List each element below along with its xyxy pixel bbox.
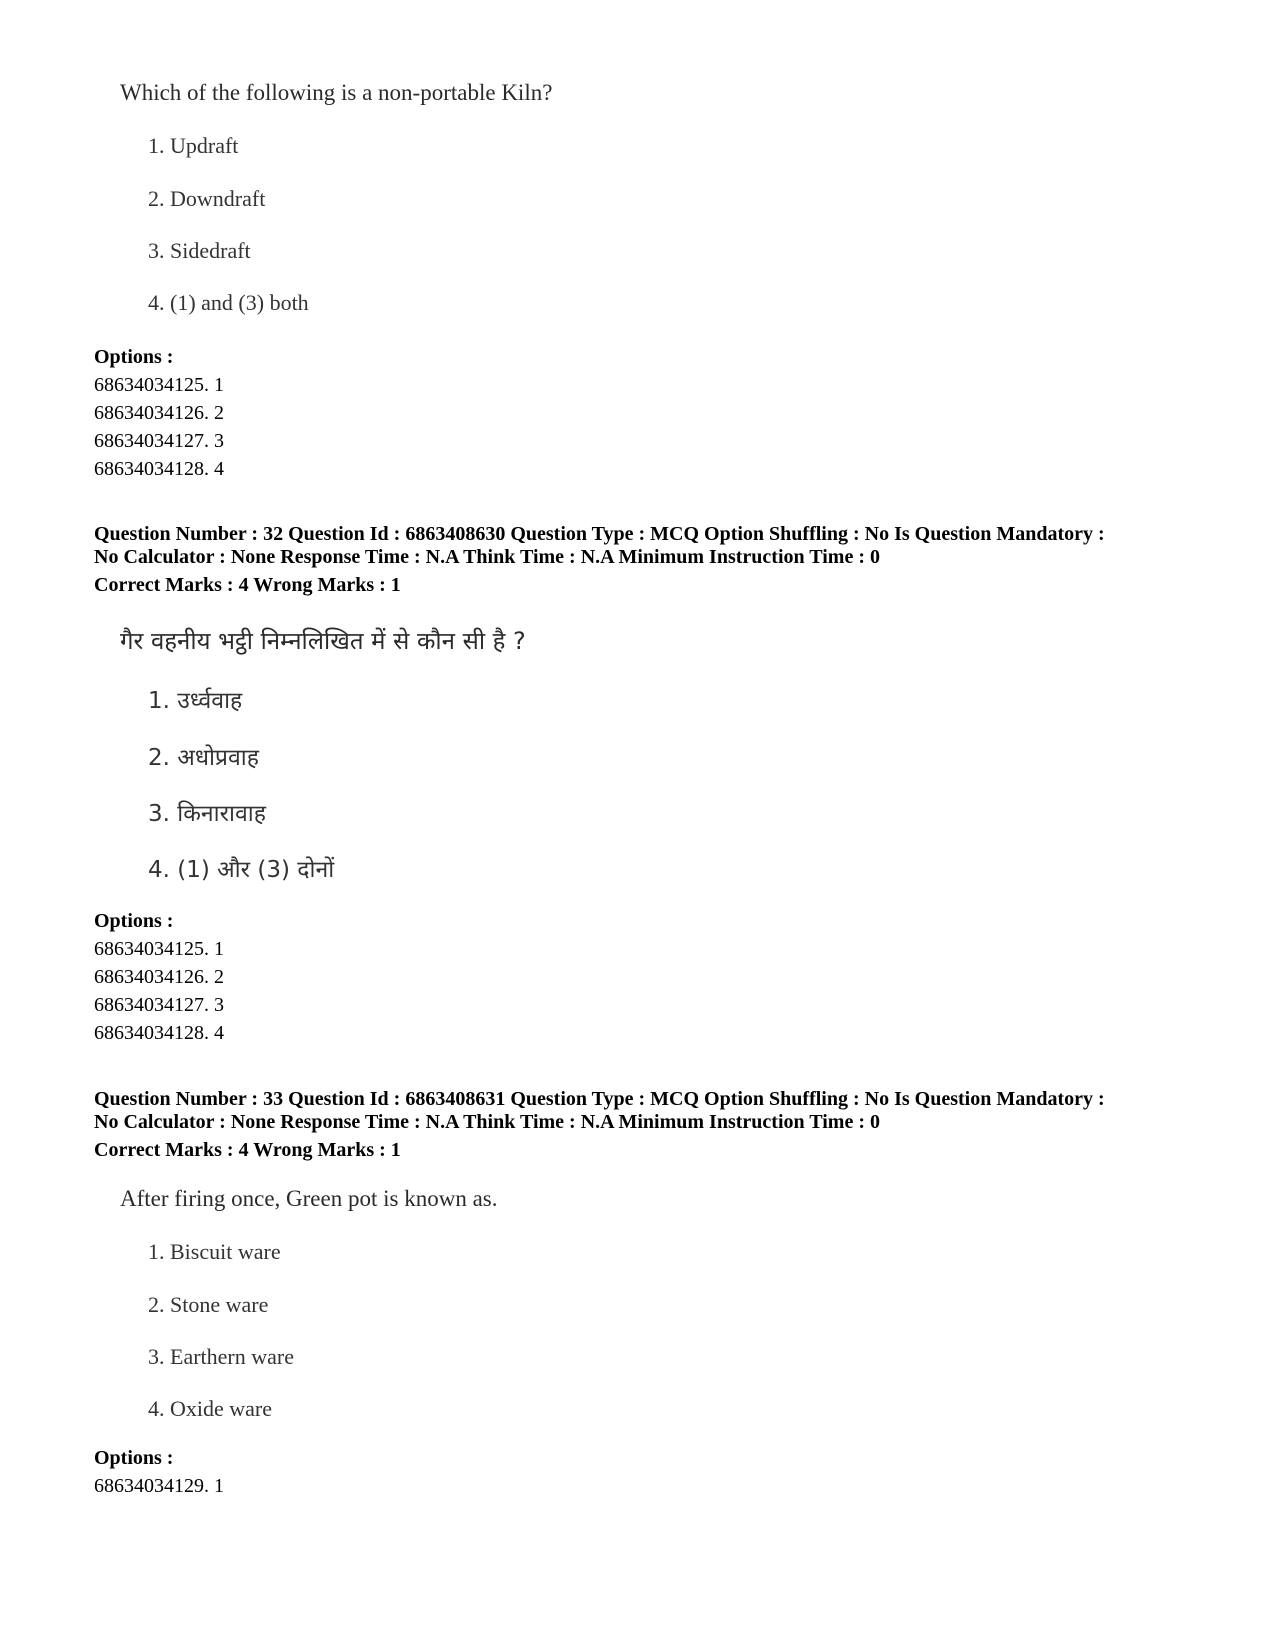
choice-item: 4. Oxide ware bbox=[148, 1396, 273, 1421]
question-meta-line: Question Number : 32 Question Id : 6863408630 Question Type : MCQ Option Shuffling : No Is Question Mandatory : bbox=[94, 523, 1105, 545]
question-text: Which of the following is a non-portable Kiln? bbox=[120, 80, 553, 105]
choice-item: 3. Sidedraft bbox=[148, 238, 251, 263]
option-line: 68634034126. 2 bbox=[94, 402, 224, 424]
option-line: 68634034125. 1 bbox=[94, 374, 224, 396]
options-heading: Options : bbox=[94, 346, 174, 368]
choice-item: 2. अधोप्रवाह bbox=[148, 745, 259, 771]
question-meta-line: Question Number : 33 Question Id : 6863408631 Question Type : MCQ Option Shuffling : No Is Question Mandatory : bbox=[94, 1088, 1105, 1110]
option-line: 68634034126. 2 bbox=[94, 966, 224, 988]
choice-item: 1. Biscuit ware bbox=[148, 1239, 281, 1264]
choice-item: 1. Updraft bbox=[148, 133, 239, 158]
option-line: 68634034128. 4 bbox=[94, 1022, 224, 1044]
option-line: 68634034129. 1 bbox=[94, 1475, 224, 1497]
option-line: 68634034127. 3 bbox=[94, 994, 224, 1016]
choice-item: 2. Stone ware bbox=[148, 1292, 269, 1317]
question-text: After firing once, Green pot is known as. bbox=[120, 1186, 498, 1211]
choice-item: 1. उर्ध्ववाह bbox=[148, 688, 243, 714]
question-text: गैर वहनीय भट्ठी निम्नलिखित में से कौन सी है ? bbox=[120, 627, 526, 655]
choice-item: 4. (1) और (3) दोनों bbox=[148, 857, 335, 883]
marks-line: Correct Marks : 4 Wrong Marks : 1 bbox=[94, 1139, 401, 1161]
choice-item: 3. किनारावाह bbox=[148, 801, 266, 827]
question-meta-line: No Calculator : None Response Time : N.A Think Time : N.A Minimum Instruction Time : 0 bbox=[94, 546, 880, 568]
choice-item: 2. Downdraft bbox=[148, 186, 266, 211]
choice-item: 4. (1) and (3) both bbox=[148, 290, 309, 315]
option-line: 68634034127. 3 bbox=[94, 430, 224, 452]
question-meta-line: No Calculator : None Response Time : N.A Think Time : N.A Minimum Instruction Time : 0 bbox=[94, 1111, 880, 1133]
option-line: 68634034125. 1 bbox=[94, 938, 224, 960]
options-heading: Options : bbox=[94, 910, 174, 932]
choice-item: 3. Earthern ware bbox=[148, 1344, 294, 1369]
options-heading: Options : bbox=[94, 1447, 174, 1469]
option-line: 68634034128. 4 bbox=[94, 458, 224, 480]
marks-line: Correct Marks : 4 Wrong Marks : 1 bbox=[94, 574, 401, 596]
